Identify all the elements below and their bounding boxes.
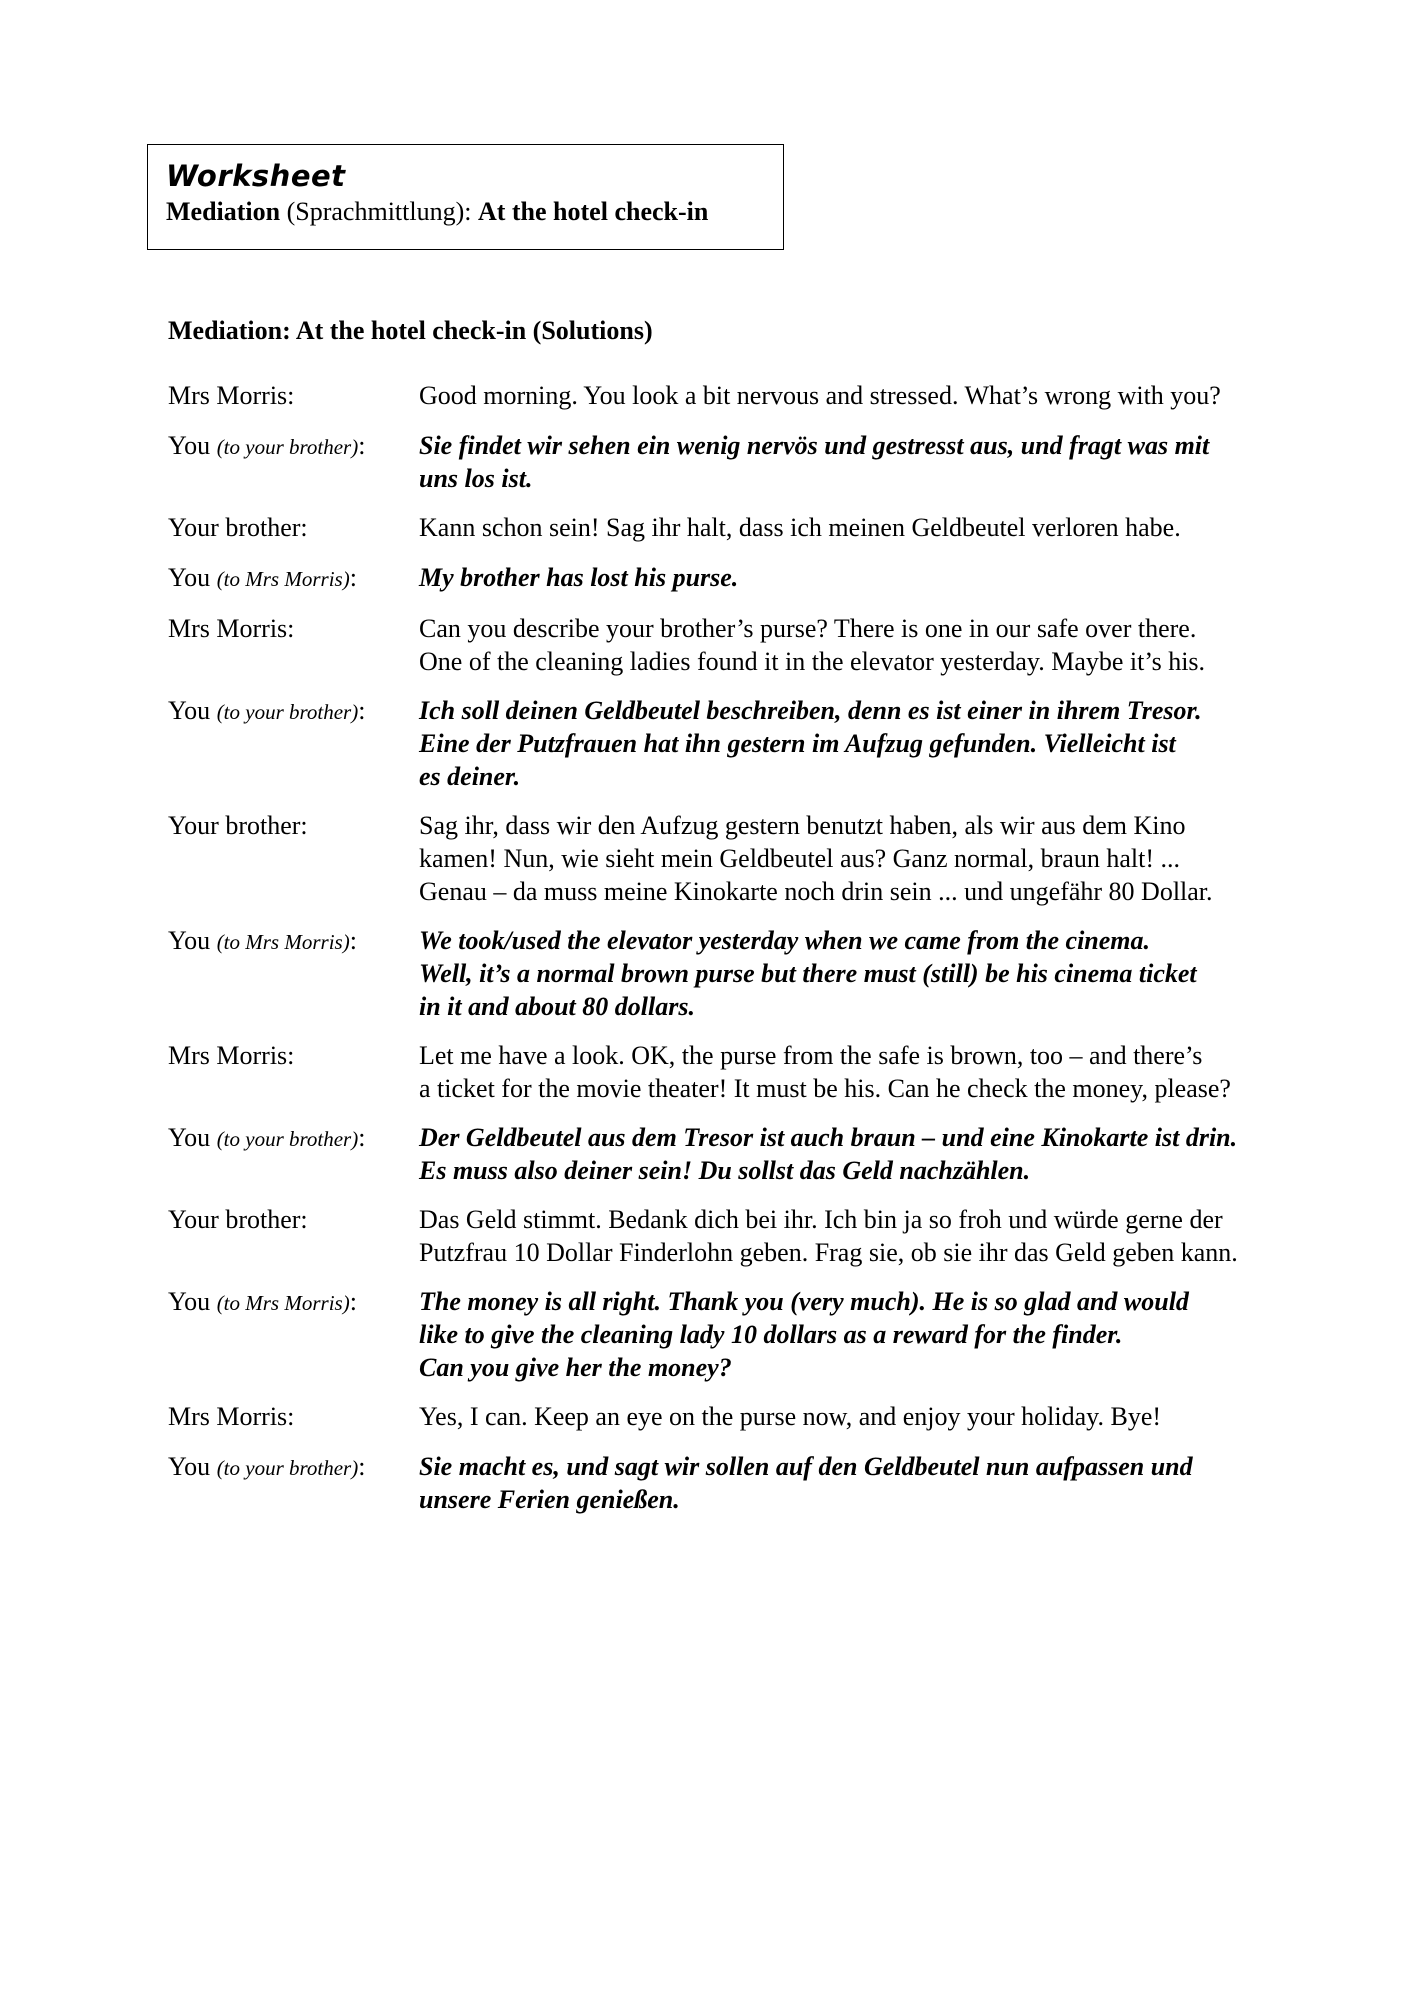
dialogue-text (419, 1203, 1328, 1269)
text-line: Eine der Putzfrauen hat ihn gestern im Aufzug gefunden. Vielleicht ist (419, 729, 1176, 758)
worksheet-subtitle (166, 195, 783, 229)
dialogue-text (419, 511, 1328, 545)
text-line: Sie findet wir sehen ein wenig nervös und gestresst aus, und fragt was mit (419, 431, 1210, 460)
speaker-label (168, 694, 419, 793)
speaker-colon: : (349, 563, 357, 592)
text-line: a ticket for the movie theater! It must be his. Can he check the money, please? (419, 1074, 1231, 1103)
text-line: Yes, I can. Keep an eye on the purse now, and enjoy your holiday. Bye! (419, 1402, 1162, 1431)
speaker-name: You (168, 431, 217, 460)
speaker-name: Your brother: (168, 811, 308, 840)
subtitle-mediation: Mediation (166, 197, 281, 226)
speaker-label (168, 612, 419, 678)
speaker-name: Mrs Morris: (168, 1041, 295, 1070)
speaker-note: (to your brother) (216, 700, 359, 724)
text-line: Putzfrau 10 Dollar Finderlohn geben. Frag sie, ob sie ihr das Geld geben kann. (419, 1238, 1238, 1267)
dialogue-row (168, 1121, 1328, 1187)
speaker-name: You (168, 563, 217, 592)
speaker-name: Your brother: (168, 1205, 308, 1234)
speaker-colon: : (358, 696, 366, 725)
speaker-label (168, 1400, 419, 1434)
text-line: in it and about 80 dollars. (419, 992, 695, 1021)
speaker-name: You (168, 1287, 217, 1316)
text-line: Sie macht es, und sagt wir sollen auf den Geldbeutel nun aufpassen und (419, 1452, 1193, 1481)
dialogue-text (419, 809, 1328, 908)
dialogue-text (419, 379, 1328, 413)
speaker-note: (to your brother) (216, 435, 359, 459)
speaker-name: You (168, 1452, 217, 1481)
mediation-answer (419, 1285, 1328, 1384)
mediation-answer (419, 1121, 1328, 1187)
speaker-colon: : (358, 1123, 366, 1152)
speaker-name: You (168, 696, 217, 725)
speaker-note: (to Mrs Morris) (216, 1291, 350, 1315)
dialogue-text (419, 612, 1328, 678)
mediation-answer (419, 694, 1328, 793)
text-line: uns los ist. (419, 464, 533, 493)
speaker-label (168, 561, 419, 596)
dialogue-row (168, 1400, 1328, 1434)
dialogue-row (168, 429, 1328, 495)
text-line: Genau – da muss meine Kinokarte noch drin sein ... und ungefähr 80 Dollar. (419, 877, 1213, 906)
dialogue-row (168, 379, 1328, 413)
speaker-name: Mrs Morris: (168, 381, 295, 410)
text-line: My brother has lost his purse. (419, 563, 739, 592)
dialogue-row (168, 1039, 1328, 1105)
speaker-name: Mrs Morris: (168, 614, 295, 643)
speaker-colon: : (349, 1287, 357, 1316)
text-line: es deiner. (419, 762, 521, 791)
speaker-name: Your brother: (168, 513, 308, 542)
dialogue-text (419, 1400, 1328, 1434)
text-line: kamen! Nun, wie sieht mein Geldbeutel aus? Ganz normal, braun halt! ... (419, 844, 1180, 873)
speaker-label (168, 1121, 419, 1187)
dialogue-row (168, 809, 1328, 908)
worksheet-title: Worksheet (166, 159, 346, 193)
text-line: Es muss also deiner sein! Du sollst das Geld nachzählen. (419, 1156, 1031, 1185)
dialogue-row (168, 511, 1328, 545)
text-line: unsere Ferien genießen. (419, 1485, 680, 1514)
speaker-label (168, 429, 419, 495)
text-line: Can you describe your brother’s purse? There is one in our safe over there. (419, 614, 1197, 643)
speaker-colon: : (358, 1452, 366, 1481)
text-line: Let me have a look. OK, the purse from the safe is brown, too – and there’s (419, 1041, 1203, 1070)
speaker-label (168, 511, 419, 545)
text-line: One of the cleaning ladies found it in the elevator yesterday. Maybe it’s his. (419, 647, 1206, 676)
text-line: Good morning. You look a bit nervous and stressed. What’s wrong with you? (419, 381, 1221, 410)
text-line: Can you give her the money? (419, 1353, 732, 1382)
speaker-colon: : (349, 926, 357, 955)
speaker-note: (to Mrs Morris) (216, 930, 350, 954)
text-line: Well, it’s a normal brown purse but there must (still) be his cinema ticket (419, 959, 1197, 988)
speaker-colon: : (358, 431, 366, 460)
dialogue-row (168, 561, 1328, 596)
dialogue-row (168, 924, 1328, 1023)
mediation-answer (419, 1450, 1328, 1516)
dialogue-row (168, 612, 1328, 678)
text-line: Das Geld stimmt. Bedank dich bei ihr. Ich bin ja so froh und würde gerne der (419, 1205, 1223, 1234)
dialogue-row (168, 694, 1328, 793)
speaker-label (168, 379, 419, 413)
text-line: The money is all right. Thank you (very much). He is so glad and would (419, 1287, 1189, 1316)
dialogue-list (168, 379, 1328, 1532)
text-line: Ich soll deinen Geldbeutel beschreiben, denn es ist einer in ihrem Tresor. (419, 696, 1202, 725)
speaker-note: (to your brother) (216, 1456, 359, 1480)
mediation-answer (419, 429, 1328, 495)
text-line: Kann schon sein! Sag ihr halt, dass ich meinen Geldbeutel verloren habe. (419, 513, 1181, 542)
dialogue-row (168, 1285, 1328, 1384)
speaker-note: (to your brother) (216, 1127, 359, 1151)
subtitle-topic: At the hotel check-in (477, 197, 709, 226)
speaker-note: (to Mrs Morris) (216, 567, 350, 591)
dialogue-row (168, 1450, 1328, 1516)
section-title: Mediation: At the hotel check-in (Solutions) (168, 316, 653, 345)
speaker-label (168, 924, 419, 1023)
speaker-name: You (168, 926, 217, 955)
speaker-label (168, 1039, 419, 1105)
subtitle-sprachmittlung: (Sprachmittlung): (280, 197, 478, 226)
worksheet-header-box (147, 144, 784, 250)
text-line: like to give the cleaning lady 10 dollars as a reward for the finder. (419, 1320, 1123, 1349)
text-line: Der Geldbeutel aus dem Tresor ist auch braun – und eine Kinokarte ist drin. (419, 1123, 1238, 1152)
speaker-name: Mrs Morris: (168, 1402, 295, 1431)
dialogue-row (168, 1203, 1328, 1269)
mediation-answer (419, 561, 1328, 596)
text-line: Sag ihr, dass wir den Aufzug gestern benutzt haben, als wir aus dem Kino (419, 811, 1186, 840)
speaker-label (168, 1203, 419, 1269)
speaker-name: You (168, 1123, 217, 1152)
mediation-answer (419, 924, 1328, 1023)
text-line: We took/used the elevator yesterday when we came from the cinema. (419, 926, 1151, 955)
speaker-label (168, 809, 419, 908)
speaker-label (168, 1285, 419, 1384)
speaker-label (168, 1450, 419, 1516)
dialogue-text (419, 1039, 1328, 1105)
